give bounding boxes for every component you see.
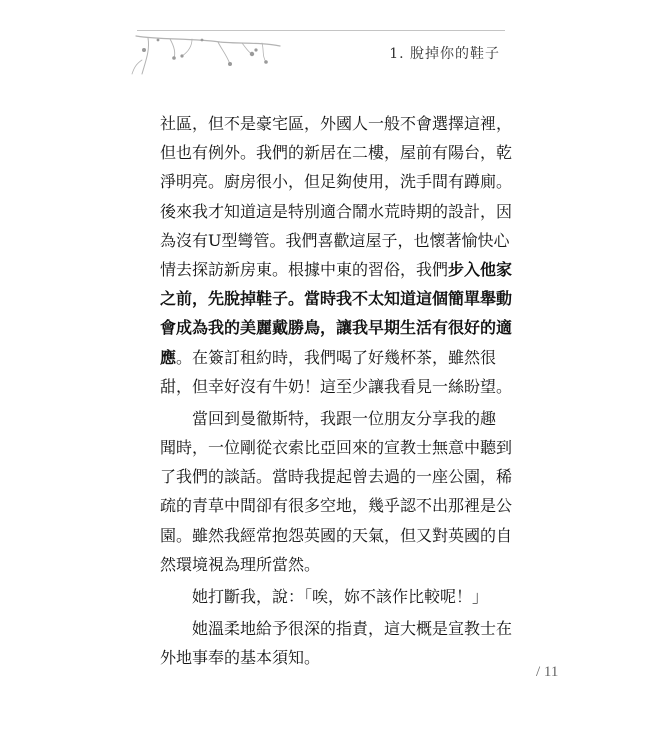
branch-ornament (130, 30, 290, 80)
text-span: 。在簽訂租約時，我們喝了好幾杯茶，雖然很 (176, 347, 497, 367)
text-line: 然環境視為理所當然。 (160, 554, 321, 574)
bold-span: 應 (160, 347, 177, 367)
text-line: 了我們的談話。當時我提起曾去過的一座公園，稀 (160, 467, 513, 487)
text-line: 之前，先脫掉鞋子。當時我不太知道這個簡單舉動 (160, 289, 513, 309)
text-line: 但也有例外。我們的新居在二樓，屋前有陽台，乾 (160, 143, 513, 163)
text-line: 園。雖然我經常抱怨英國的天氣，但又對英國的自 (160, 525, 513, 545)
text-line: 為沒有U型彎管。我們喜歡這屋子，也懷著愉快心 (160, 230, 510, 250)
text-line: 她打斷我，說：「唉，妳不該作比較呢！」 (192, 587, 489, 606)
text-line: 外地事奉的基本須知。 (160, 648, 321, 668)
text-line: 聞時，一位剛從衣索比亞回來的宣教士無意中聽到 (160, 438, 513, 458)
bold-span: 步入他家 (448, 259, 513, 279)
text-line: 後來我才知道這是特別適合鬧水荒時期的設計，因 (160, 201, 513, 221)
text-line: 她溫柔地給予很深的指責，這大概是宣教士在 (192, 619, 513, 639)
text-line: 當回到曼徹斯特，我跟一位朋友分享我的趣 (192, 408, 497, 428)
text-line: 甜，但幸好沒有牛奶！這至少讓我看見一絲盼望。 (160, 376, 513, 396)
text-line: 會成為我的美麗戴勝鳥，讓我早期生活有很好的適 (160, 318, 513, 338)
text-line (160, 343, 500, 372)
text-line: 淨明亮。廚房很小，但足夠使用，洗手間有蹲廁。 (160, 172, 513, 192)
page-number: / 11 (536, 664, 559, 680)
text-line: 疏的青草中間卻有很多空地，幾乎認不出那裡是公 (160, 496, 513, 516)
text-line: 社區，但不是豪宅區，外國人一般不會選擇這裡， (160, 114, 513, 133)
running-head: 1. 脫掉你的鞋子 (389, 46, 500, 62)
text-line (160, 255, 513, 284)
text-span: 情去探訪新房東。根據中東的習俗，我們 (160, 259, 449, 279)
body-text (160, 109, 513, 673)
